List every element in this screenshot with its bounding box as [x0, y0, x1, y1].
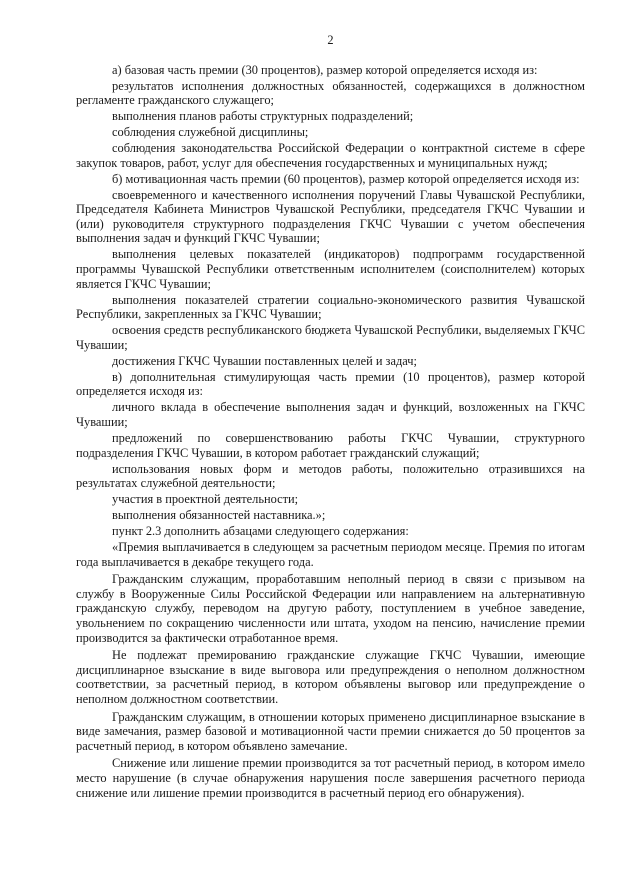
- paragraph-motivational-bonus: б) мотивационная часть премии (60 процентов), размер которой определяется исходя из:: [112, 171, 580, 186]
- paragraph-improvement-proposals: предложений по совершенствованию работы ГКЧС Чувашии, структурного подразделения ГКЧС Чувашии, в котором работает гражданский служащий;: [76, 430, 585, 460]
- paragraph-mentoring: выполнения обязанностей наставника.»;: [112, 508, 326, 523]
- paragraph-budget-funds: освоения средств республиканского бюджета Чувашской Республики, выделяемых ГКЧС Чувашии;: [76, 323, 585, 352]
- paragraph-partial-period: Гражданским служащим, проработавшим неполный период в связи с призывом на службу в Вооруженные Силы Российской Федерации или направлением на альтернативную гражданскую службу, переводом на другую работу, поступлением в учебное заведение, увольнением по сокращению численности или штата, уходом на пенсию, начисление премии производится за фактически отработанное время.: [76, 572, 585, 645]
- paragraph-procurement-law: соблюдения законодательства Российской Федерации о контрактной системе в сфере закупок товаров, работ, услуг для обеспечения государственных и муниципальных нужд;: [76, 141, 585, 170]
- paragraph-payment-timing: «Премия выплачивается в следующем за расчетным периодом месяце. Премия по итогам года выплачивается в декабре текущего года.: [76, 540, 585, 569]
- document-body: [76, 63, 585, 801]
- paragraph-reduction-period: Снижение или лишение премии производится за тот расчетный период, в котором имело место нарушение (в случае обнаружения нарушения после завершения расчетного периода снижение или лишение премии производится в расчетный период его обнаружения).: [76, 756, 585, 800]
- paragraph-new-methods: использования новых форм и методов работы, положительно отразившихся на результатах служебной деятельности;: [76, 461, 585, 491]
- paragraph-orders-execution: своевременного и качественного исполнения поручений Главы Чувашской Республики, Председателя Кабинета Министров Чувашской Республики, председателя ГКЧС Чувашии и (или) руководителя структурного подразделения ГКЧС Чувашии с учетом обеспечения выполнения задач и функций ГКЧС Чувашии;: [76, 187, 585, 246]
- paragraph-project-activity: участия в проектной деятельности;: [112, 492, 299, 507]
- paragraph-reprimand-reduction: Гражданским служащим, в отношении которых применено дисциплинарное взыскание в виде замечания, размер базовой и мотивационной части премии снижается до 50 процентов за расчетный период, в котором объявлено замечание.: [76, 709, 585, 753]
- paragraph-personal-contribution: личного вклада в обеспечение выполнения задач и функций, возложенных на ГКЧС Чувашии;: [76, 400, 585, 429]
- paragraph-strategy-indicators: выполнения показателей стратегии социально-экономического развития Чувашской Республики, закрепленных за ГКЧС Чувашии;: [76, 292, 585, 322]
- paragraph-not-eligible: Не подлежат премированию гражданские служащие ГКЧС Чувашии, имеющие дисциплинарное взыскание в виде выговора или предупреждения о неполном должностном соответствии, за расчетный период, в котором объявлены выговор или предупреждение о неполном должностном соответствии.: [76, 648, 585, 706]
- paragraph-target-indicators: выполнения целевых показателей (индикаторов) подпрограмм государственной программы Чувашской Республики ответственным исполнителем (соисполнителем) которых является ГКЧС Чувашии;: [76, 247, 585, 291]
- page-number: 2: [327, 33, 334, 47]
- paragraph-base-bonus: а) базовая часть премии (30 процентов), размер которой определяется исходя из:: [112, 62, 538, 77]
- paragraph-additional-bonus: в) дополнительная стимулирующая часть премии (10 процентов), размер которой определяется исходя из:: [76, 369, 585, 399]
- paragraph-duties-results: результатов исполнения должностных обязанностей, содержащихся в должностном регламенте гражданского служащего;: [76, 78, 585, 108]
- paragraph-goals-achievement: достижения ГКЧС Чувашии поставленных целей и задач;: [112, 353, 417, 368]
- paragraph-discipline: соблюдения служебной дисциплины;: [112, 125, 309, 140]
- paragraph-clause-2-3: пункт 2.3 дополнить абзацами следующего содержания:: [112, 524, 409, 539]
- paragraph-work-plans: выполнения планов работы структурных подразделений;: [112, 109, 414, 124]
